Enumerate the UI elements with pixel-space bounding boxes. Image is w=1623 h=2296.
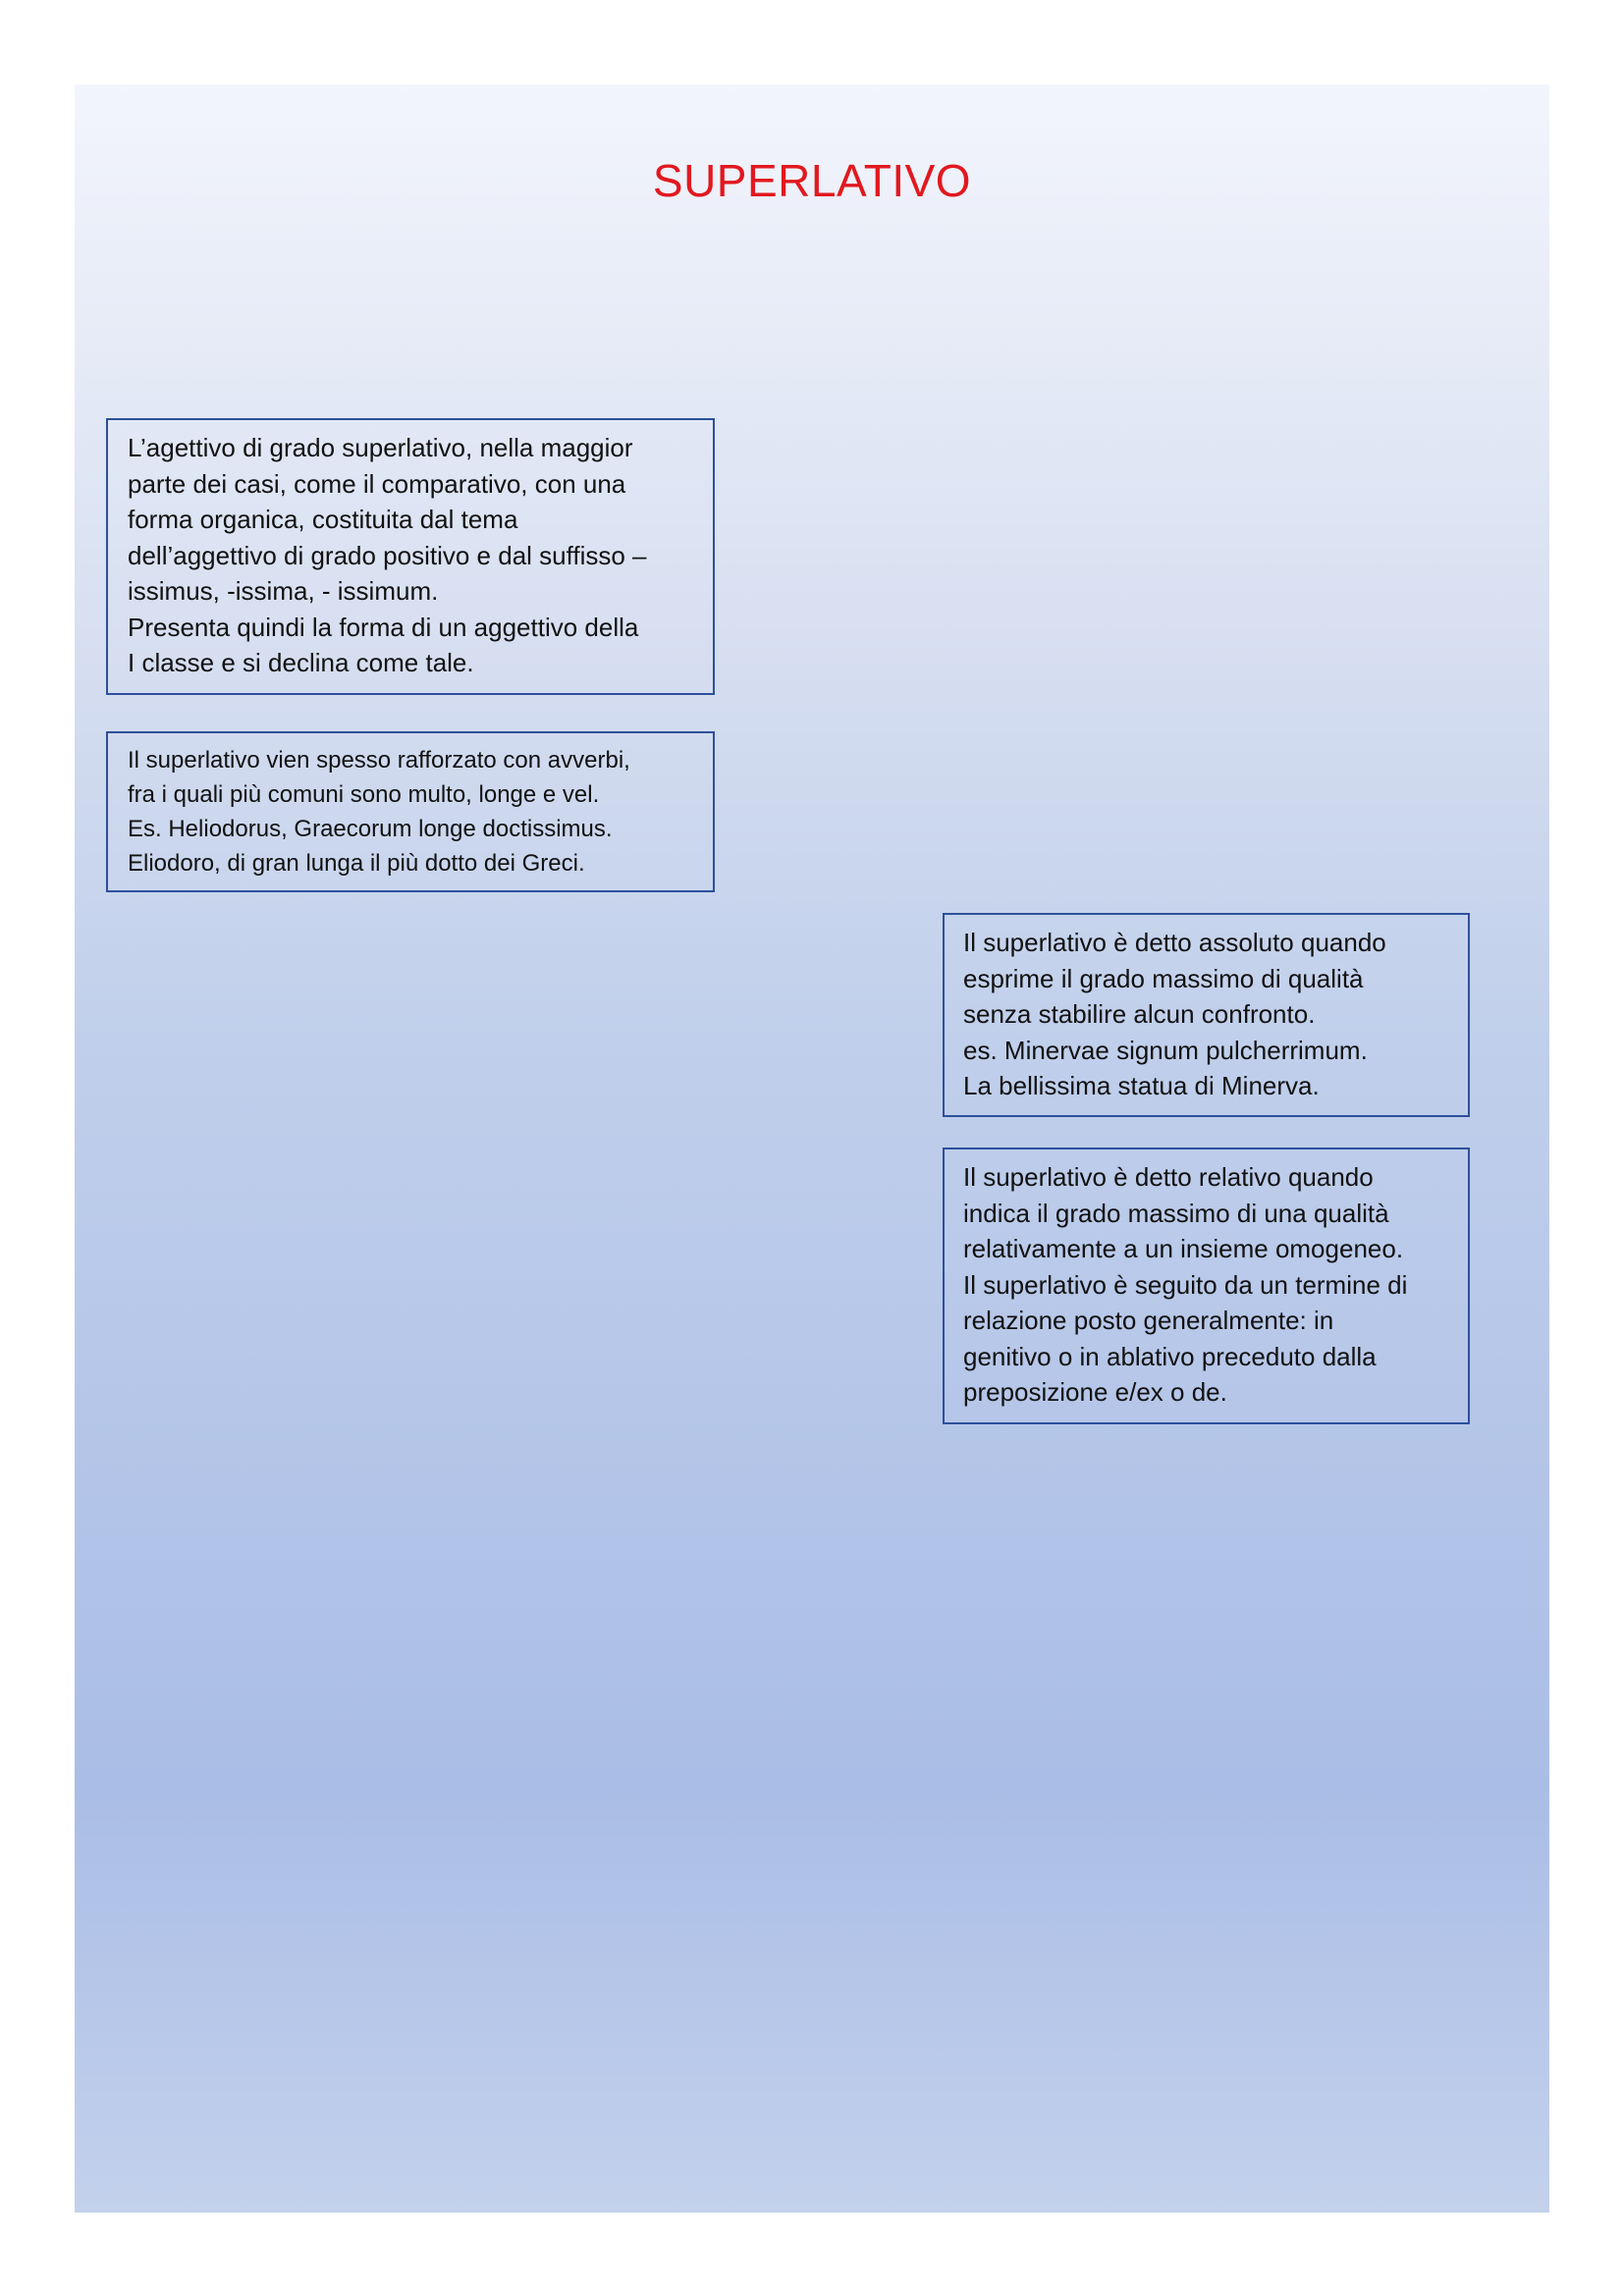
text-box-definition-text: L’agettivo di grado superlativo, nella maggior parte dei casi, come il comparativo, con una forma organica, costituita dal tema dell’aggettivo di grado positivo e dal suffisso – issimus, -issima, - issimum. Presenta quindi la forma di un aggettivo della I classe e si declina come tale.: [128, 433, 647, 677]
text-box-adverbs-text: Il superlativo vien spesso rafforzato con avverbi, fra i quali più comuni sono multo, longe e vel. Es. Heliodorus, Graecorum longe doctissimus. Eliodoro, di gran lunga il più dotto dei Greci.: [128, 747, 630, 877]
text-box-absolute-text: Il superlativo è detto assoluto quando esprime il grado massimo di qualità senza stabilire alcun confronto. es. Minervae signum pulcherrimum. La bellissima statua di Minerva.: [963, 928, 1386, 1100]
page-title: SUPERLATIVO: [652, 155, 972, 206]
text-box-relative: [943, 1148, 1470, 1424]
text-box-definition: [106, 418, 715, 695]
text-box-absolute: [943, 913, 1470, 1117]
text-box-adverbs: [106, 731, 715, 892]
text-box-relative-text: Il superlativo è detto relativo quando indica il grado massimo di una qualità relativamente a un insieme omogeneo. Il superlativo è seguito da un termine di relazione posto generalmente: in genitivo o in ablativo preceduto dalla preposizione e/ex o de.: [963, 1162, 1408, 1407]
document-page: [75, 84, 1549, 2213]
